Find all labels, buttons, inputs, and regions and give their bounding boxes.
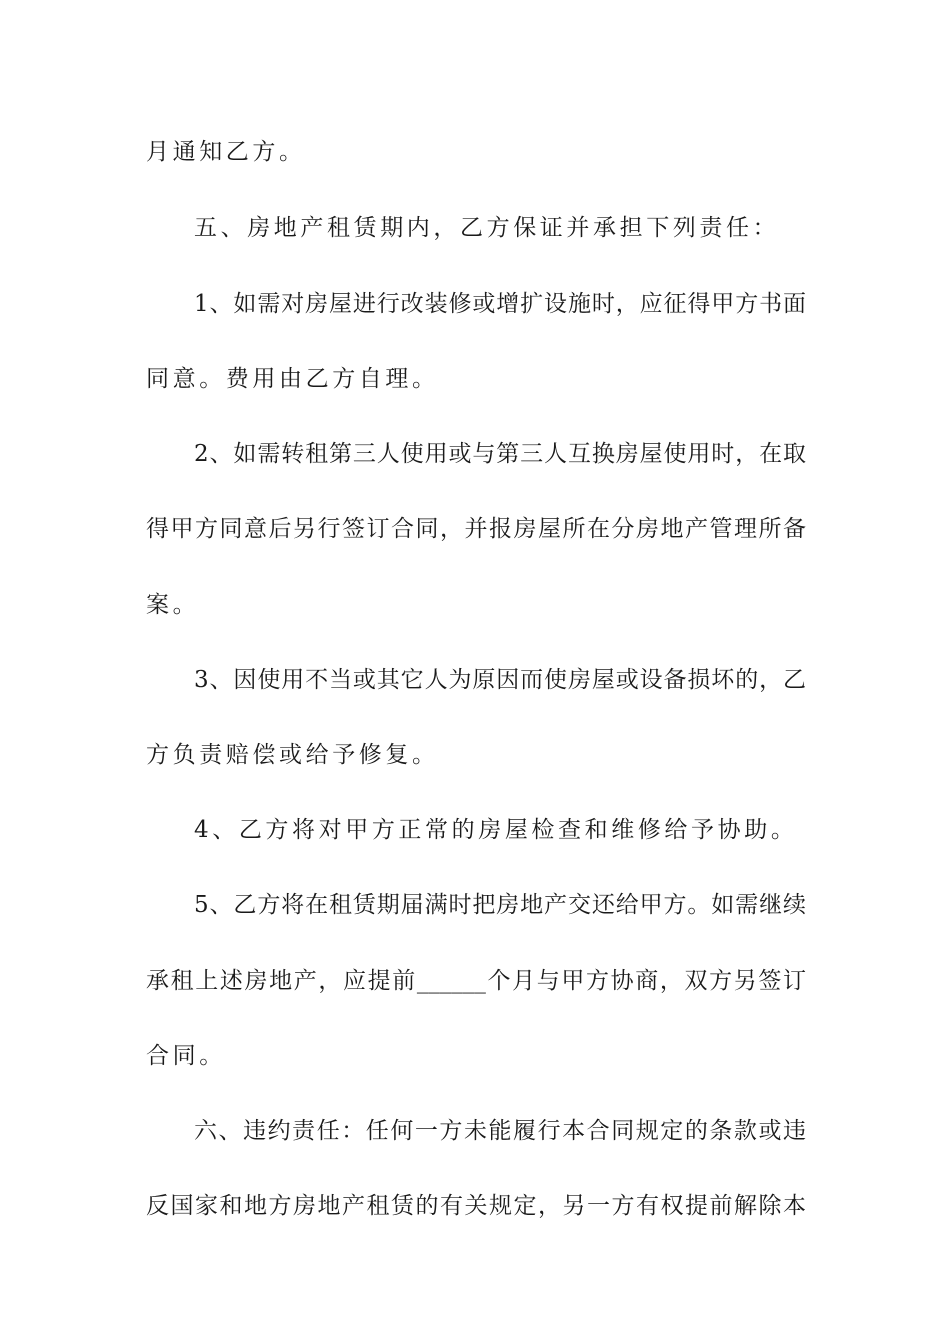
- section-heading-six: 六、违约责任：任何一方未能履行本合同规定的条款或违: [194, 1118, 806, 1144]
- clause-5-line: 承租上述房地产，应提前______个月与甲方协商，双方另签订: [146, 968, 806, 994]
- clause-1-line: 同意。费用由乙方自理。: [146, 366, 439, 392]
- clause-3-line: 3、因使用不当或其它人为原因而使房屋或设备损坏的，乙: [194, 667, 806, 693]
- clause-1-line: 1、如需对房屋进行改装修或增扩设施时，应征得甲方书面: [194, 291, 806, 317]
- clause-2-line: 案。: [146, 592, 200, 618]
- clause-3-line: 方负责赔偿或给予修复。: [146, 742, 439, 768]
- clause-4-line: 4、乙方将对甲方正常的房屋检查和维修给予协助。: [194, 817, 798, 843]
- section-heading-five: 五、房地产租赁期内，乙方保证并承担下列责任：: [194, 215, 780, 241]
- clause-5-line: 合同。: [146, 1043, 226, 1069]
- clause-2-line: 2、如需转租第三人使用或与第三人互换房屋使用时，在取: [194, 441, 806, 467]
- text-line: 月通知乙方。: [146, 139, 306, 165]
- clause-5-line: 5、乙方将在租赁期届满时把房地产交还给甲方。如需继续: [194, 892, 806, 918]
- section-six-line: 反国家和地方房地产租赁的有关规定，另一方有权提前解除本: [146, 1193, 806, 1219]
- clause-2-line: 得甲方同意后另行签订合同，并报房屋所在分房地产管理所备: [146, 516, 806, 542]
